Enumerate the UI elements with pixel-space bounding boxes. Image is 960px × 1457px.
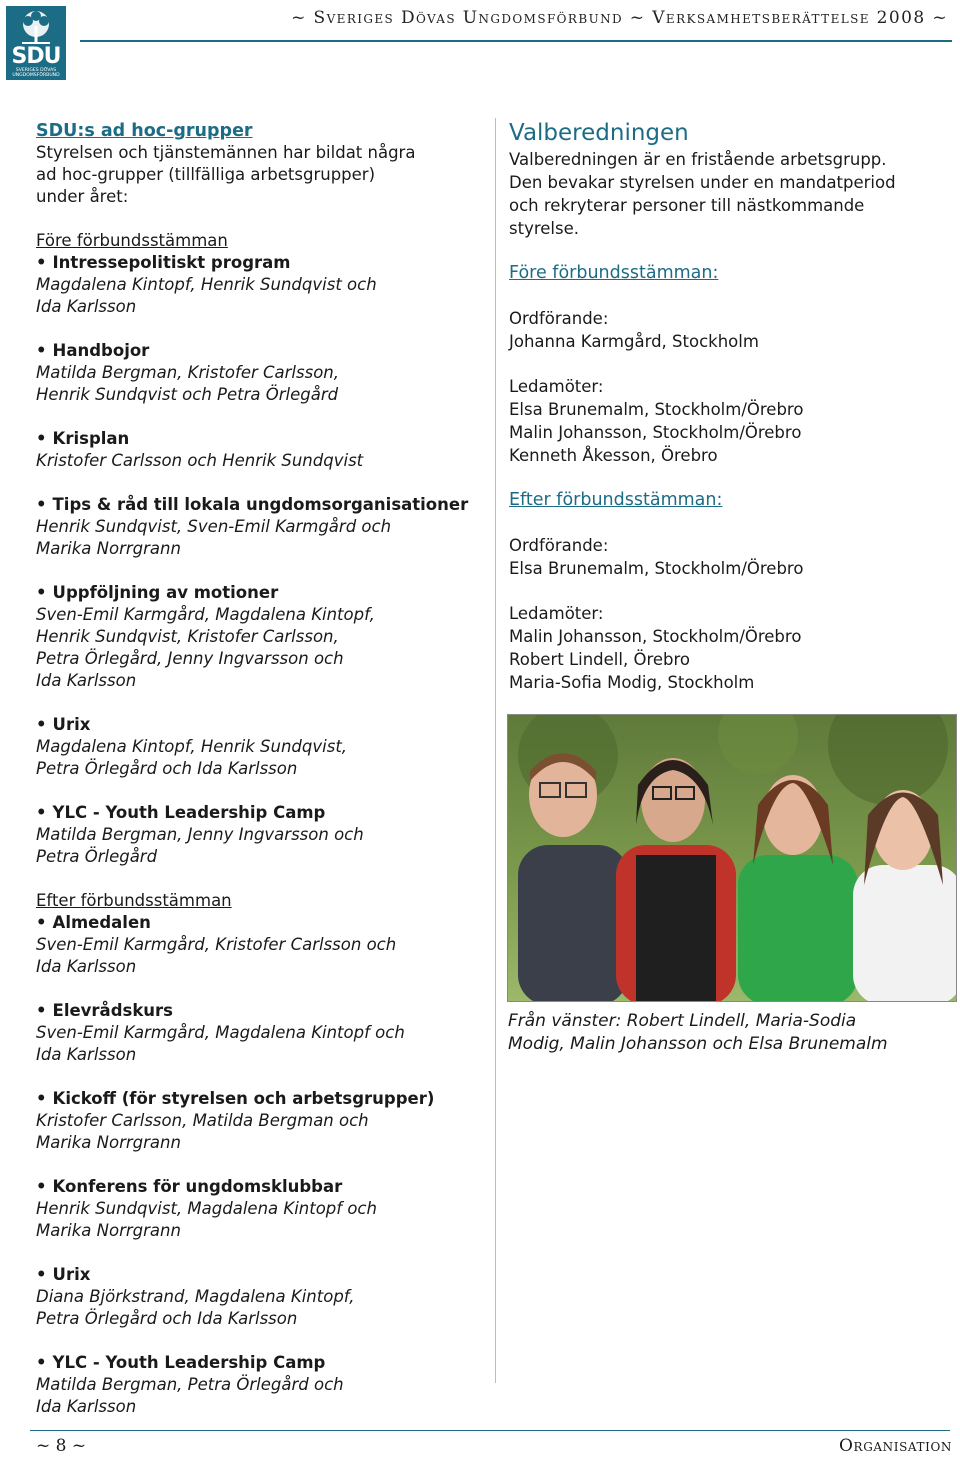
item-names: Marika Norrgrann bbox=[36, 539, 181, 558]
page-header-title: ~ Sveriges Dövas Ungdomsförbund ~ Verksamhetsberättelse 2008 ~ bbox=[291, 8, 948, 28]
adhoc-intro-line: under året: bbox=[36, 187, 129, 206]
list-item: • YLC - Youth Leadership Camp Matilda Bergman, Jenny Ingvarsson och Petra Örlegård bbox=[36, 802, 486, 868]
item-names: Henrik Sundqvist och Petra Örlegård bbox=[36, 385, 339, 404]
photo-caption bbox=[508, 1010, 956, 1056]
item-title: Almedalen bbox=[52, 913, 151, 932]
item-names: Matilda Bergman, Kristofer Carlsson, bbox=[36, 363, 340, 382]
column-divider bbox=[495, 118, 496, 1383]
header-rule bbox=[80, 40, 952, 42]
footer-rule bbox=[30, 1430, 950, 1431]
group-photo-illustration bbox=[508, 715, 956, 1001]
item-title: Intressepolitiskt program bbox=[52, 253, 291, 272]
item-title: Handbojor bbox=[52, 341, 150, 360]
logo-subtitle: SVERIGES DÖVAS UNGDOMSFÖRBUND bbox=[12, 68, 60, 78]
after-meeting-heading: Efter förbundsstämman bbox=[36, 891, 232, 910]
item-names: Petra Örlegård, Jenny Ingvarsson och bbox=[36, 649, 344, 668]
list-item: • Uppföljning av motioner Sven-Emil Karmgård, Magdalena Kintopf, Henrik Sundqvist, Kristofer Carlsson, Petra Örlegård, Jenny Ingvarsson och Ida Karlsson bbox=[36, 582, 486, 692]
item-names: Petra Örlegård och Ida Karlsson bbox=[36, 1309, 298, 1328]
list-item: • Intressepolitiskt program Magdalena Kintopf, Henrik Sundqvist och Ida Karlsson bbox=[36, 252, 486, 318]
chair-name: Johanna Karmgård, Stockholm bbox=[509, 332, 759, 351]
list-item: • Almedalen Sven-Emil Karmgård, Kristofer Carlsson och Ida Karlsson bbox=[36, 912, 486, 978]
list-item: • YLC - Youth Leadership Camp Matilda Bergman, Petra Örlegård och Ida Karlsson bbox=[36, 1352, 486, 1418]
item-names: Henrik Sundqvist, Sven-Emil Karmgård och bbox=[36, 517, 392, 536]
after-meeting-subheading: Efter förbundsstämman: bbox=[509, 490, 723, 510]
before-meeting-subheading: Före förbundsstämman: bbox=[509, 263, 719, 283]
member-name: Malin Johansson, Stockholm/Örebro bbox=[509, 627, 802, 646]
list-item: • Krisplan Kristofer Carlsson och Henrik Sundqvist bbox=[36, 428, 486, 472]
sdu-logo bbox=[6, 6, 66, 80]
item-names: Magdalena Kintopf, Henrik Sundqvist och bbox=[36, 275, 377, 294]
item-title: Krisplan bbox=[52, 429, 130, 448]
caption-line: Från vänster: Robert Lindell, Maria-Sodia bbox=[508, 1011, 857, 1031]
nomination-intro-line: Den bevakar styrelsen under en mandatperiod bbox=[509, 173, 896, 192]
nomination-intro-line: och rekryterar personer till nästkommande bbox=[509, 196, 865, 215]
item-title: Kickoff (för styrelsen och arbetsgrupper) bbox=[52, 1089, 435, 1108]
item-names: Henrik Sundqvist, Kristofer Carlsson, bbox=[36, 627, 339, 646]
item-title: Konferens för ungdomsklubbar bbox=[52, 1177, 343, 1196]
member-name: Maria-Sofia Modig, Stockholm bbox=[509, 673, 755, 692]
nomination-intro-line: Valberedningen är en fristående arbetsgrupp. bbox=[509, 150, 887, 169]
tree-logo-icon bbox=[6, 8, 66, 48]
list-item: • Urix Diana Björkstrand, Magdalena Kintopf, Petra Örlegård och Ida Karlsson bbox=[36, 1264, 486, 1330]
group-photo bbox=[507, 714, 957, 1002]
chair-name: Elsa Brunemalm, Stockholm/Örebro bbox=[509, 559, 804, 578]
item-names: Ida Karlsson bbox=[36, 957, 137, 976]
item-names: Sven-Emil Karmgård, Magdalena Kintopf, bbox=[36, 605, 375, 624]
list-item: • Kickoff (för styrelsen och arbetsgrupper) Kristofer Carlsson, Matilda Bergman och Marika Norrgrann bbox=[36, 1088, 486, 1154]
left-column bbox=[36, 120, 486, 1418]
member-name: Elsa Brunemalm, Stockholm/Örebro bbox=[509, 400, 804, 419]
item-names: Kristofer Carlsson, Matilda Bergman och bbox=[36, 1111, 369, 1130]
chair-label: Ordförande: bbox=[509, 309, 609, 328]
caption-line: Modig, Malin Johansson och Elsa Brunemalm bbox=[508, 1034, 888, 1054]
item-title: Elevrådskurs bbox=[52, 1001, 174, 1020]
item-names: Marika Norrgrann bbox=[36, 1133, 181, 1152]
item-names: Matilda Bergman, Jenny Ingvarsson och bbox=[36, 825, 364, 844]
section-name: Organisation bbox=[839, 1436, 952, 1456]
adhoc-heading: SDU:s ad hoc-grupper bbox=[36, 121, 253, 141]
list-item: • Konferens för ungdomsklubbar Henrik Sundqvist, Magdalena Kintopf och Marika Norrgrann bbox=[36, 1176, 486, 1242]
item-names: Ida Karlsson bbox=[36, 1045, 137, 1064]
item-title: Urix bbox=[52, 715, 91, 734]
page-number: ~ 8 ~ bbox=[36, 1436, 87, 1456]
item-names: Sven-Emil Karmgård, Magdalena Kintopf och bbox=[36, 1023, 405, 1042]
item-names: Marika Norrgrann bbox=[36, 1221, 181, 1240]
item-title: Tips & råd till lokala ungdomsorganisationer bbox=[52, 495, 469, 514]
adhoc-intro-line: Styrelsen och tjänstemännen har bildat några bbox=[36, 143, 416, 162]
item-names: Ida Karlsson bbox=[36, 671, 137, 690]
item-names: Diana Björkstrand, Magdalena Kintopf, bbox=[36, 1287, 355, 1306]
item-names: Sven-Emil Karmgård, Kristofer Carlsson och bbox=[36, 935, 397, 954]
item-title: YLC - Youth Leadership Camp bbox=[52, 1353, 326, 1372]
list-item: • Handbojor Matilda Bergman, Kristofer Carlsson, Henrik Sundqvist och Petra Örlegård bbox=[36, 340, 486, 406]
members-label: Ledamöter: bbox=[509, 377, 604, 396]
item-title: Urix bbox=[52, 1265, 91, 1284]
list-item: • Urix Magdalena Kintopf, Henrik Sundqvist, Petra Örlegård och Ida Karlsson bbox=[36, 714, 486, 780]
item-names: Kristofer Carlsson och Henrik Sundqvist bbox=[36, 451, 364, 470]
nomination-intro-line: styrelse. bbox=[509, 219, 579, 238]
item-names: Magdalena Kintopf, Henrik Sundqvist, bbox=[36, 737, 348, 756]
item-names: Ida Karlsson bbox=[36, 297, 137, 316]
chair-label: Ordförande: bbox=[509, 536, 609, 555]
item-names: Henrik Sundqvist, Magdalena Kintopf och bbox=[36, 1199, 377, 1218]
before-meeting-heading: Före förbundsstämman bbox=[36, 231, 228, 250]
member-name: Robert Lindell, Örebro bbox=[509, 650, 691, 669]
list-item: • Tips & råd till lokala ungdomsorganisationer Henrik Sundqvist, Sven-Emil Karmgård och Marika Norrgrann bbox=[36, 494, 486, 560]
item-names: Matilda Bergman, Petra Örlegård och bbox=[36, 1375, 344, 1394]
members-label: Ledamöter: bbox=[509, 604, 604, 623]
item-names: Ida Karlsson bbox=[36, 1397, 137, 1416]
item-title: Uppföljning av motioner bbox=[52, 583, 279, 602]
item-names: Petra Örlegård bbox=[36, 847, 158, 866]
member-name: Kenneth Åkesson, Örebro bbox=[509, 446, 718, 465]
adhoc-intro-line: ad hoc-grupper (tillfälliga arbetsgrupper) bbox=[36, 165, 376, 184]
member-name: Malin Johansson, Stockholm/Örebro bbox=[509, 423, 802, 442]
item-title: YLC - Youth Leadership Camp bbox=[52, 803, 326, 822]
nomination-committee-title: Valberedningen bbox=[509, 120, 689, 146]
list-item: • Elevrådskurs Sven-Emil Karmgård, Magdalena Kintopf och Ida Karlsson bbox=[36, 1000, 486, 1066]
item-names: Petra Örlegård och Ida Karlsson bbox=[36, 759, 298, 778]
logo-abbreviation: SDU bbox=[11, 44, 61, 69]
right-column bbox=[509, 120, 955, 694]
